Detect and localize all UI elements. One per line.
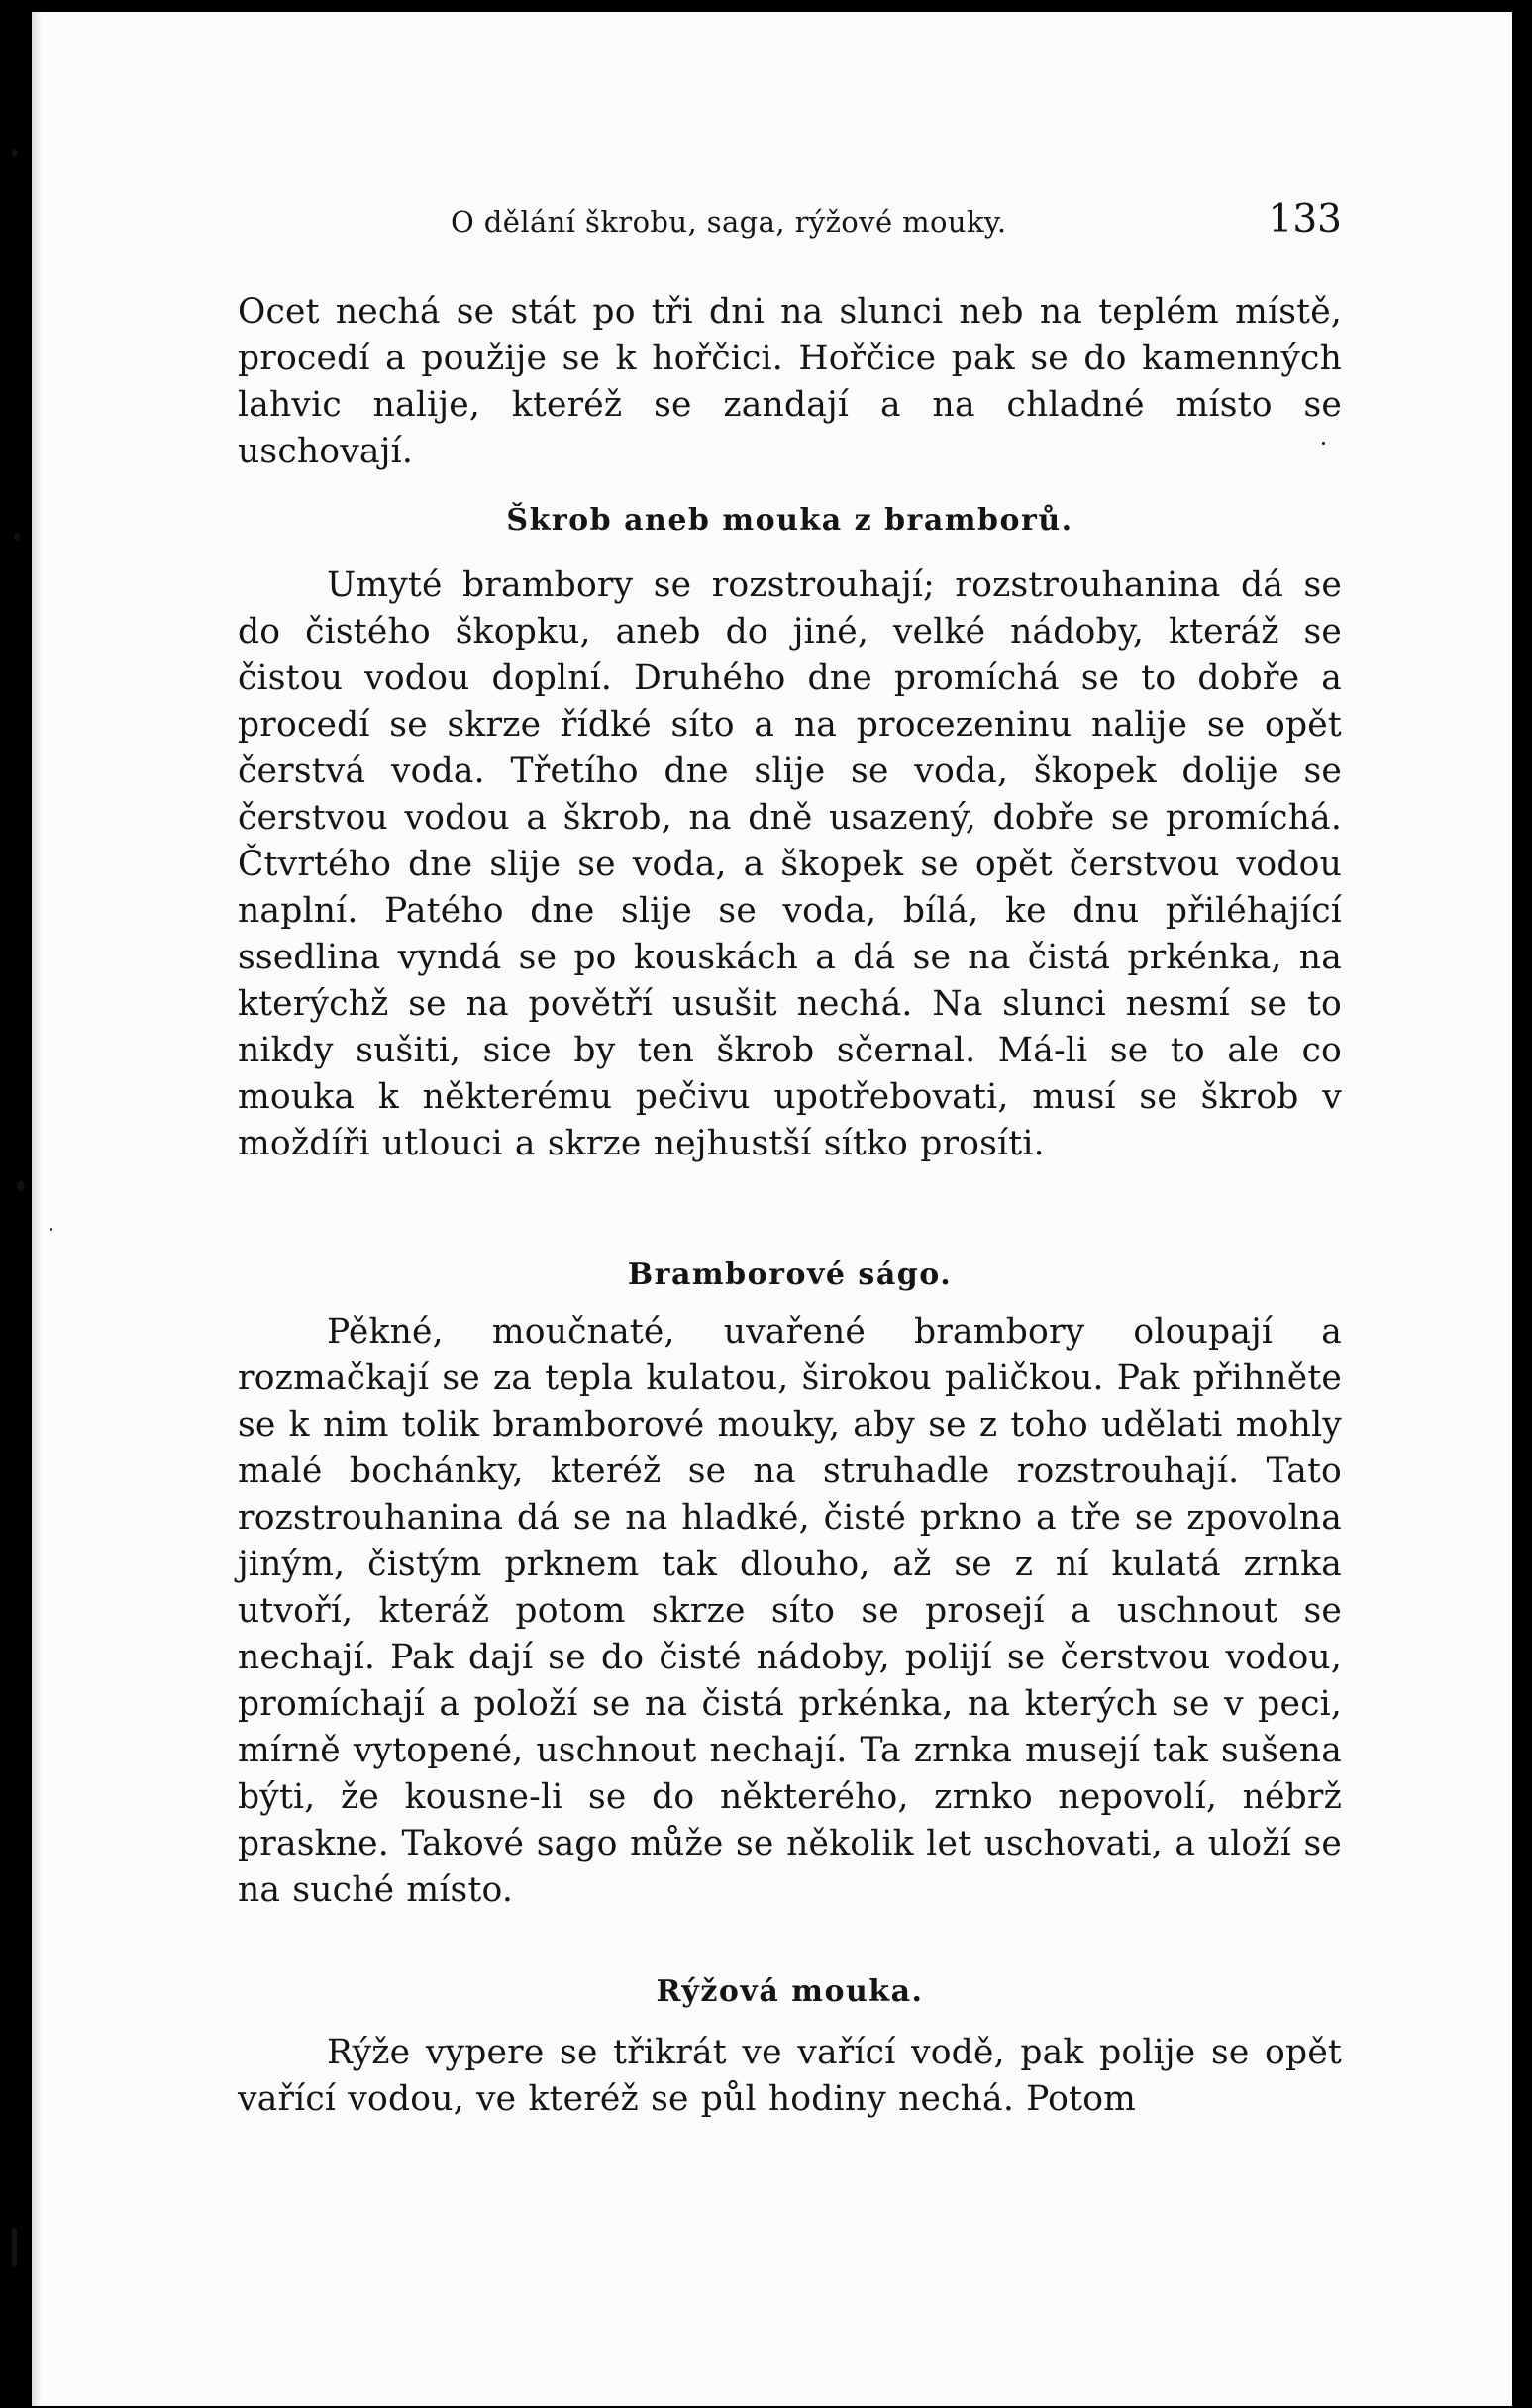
section-rice-heading: [238, 1972, 1342, 2012]
section-starch-body: [238, 562, 1342, 1167]
heading-rice: Rýžová mouka.: [656, 1974, 924, 2009]
running-title: O dělání škrobu, saga, rýžové mouky.: [451, 205, 1007, 239]
page-number: 133: [1268, 197, 1342, 242]
section-sago-heading: [238, 1255, 1342, 1295]
speck: [17, 1181, 25, 1191]
paragraph-vinegar: Ocet nechá se stát po tři dni na slunci neb na teplém místě, procedí a použije se k hořčici. Hořčice pak se do kamenných lahvic nalije, kteréž se zandají a na chladné místo se uschovají.: [238, 292, 1342, 471]
speck: [50, 1228, 52, 1231]
paragraph-starch: Umyté brambory se rozstrouhají; rozstrouhanina dá se do čistého škopku, aneb do jiné, velké nádoby, kteráž se čistou vodou doplní. Druhého dne promíchá se to dobře a procedí se skrze řídké síto a na procezeninu nalije se opět čerstvá voda. Třetího dne slije se voda, škopek dolije se čerstvou vodou a škrob, na dně usazený, dobře se promíchá. Čtvrtého dne slije se voda, a škopek se opět čerstvou vodou naplní. Patého dne slije se voda, bílá, ke dnu přiléhající ssedlina vyndá se po kouskách a dá se na čistá prkénka, na kterýchž se na povětří usušit nechá. Na slunci nesmí se to nikdy sušiti, sice by ten škrob sčernal. Má-li se to ale co mouka k některému pečivu upotřebovati, musí se škrob v moždíři utlouci a skrze nejhustší sítko prosíti.: [238, 565, 1342, 1163]
section-starch-heading: [238, 501, 1342, 541]
heading-starch: Škrob aneb mouka z bramborů.: [506, 503, 1073, 538]
heading-sago: Bramborové ságo.: [627, 1257, 953, 1292]
paragraph-sago: Pěkné, moučnaté, uvařené brambory oloupají a rozmačkají se za tepla kulatou, širokou paličkou. Pak přihněte se k nim tolik bramborové mouky, aby se z toho udělati mohly malé bochánky, kteréž se na struhadle rozstrouhají. Tato rozstrouhanina dá se na hladké, čisté prkno a tře se zpovolna jiným, čistým prknem tak dlouho, až se z ní kulatá zrnka utvoří, kteráž potom skrze síto se prosejí a uschnout se nechají. Pak dají se do čisté nádoby, polijí se čerstvou vodou, promíchají a položí se na čistá prkénka, na kterých se v peci, mírně vytopené, uschnout nechají. Ta zrnka musejí tak sušena býti, že kousne-li se do některého, zrnko nepovolí, nébrž praskne. Takové sago může se několik let uschovati, a uloží se na suché místo.: [238, 1312, 1342, 1910]
paragraph-rice: Rýže vypere se třikrát ve vařící vodě, pak polije se opět vařící vodou, ve kteréž se půl hodiny nechá. Potom: [238, 2033, 1342, 2119]
speck: [12, 2228, 17, 2267]
section-sago-body: [238, 1309, 1342, 1914]
body-vinegar: [238, 289, 1342, 475]
running-header: [238, 193, 1342, 252]
speck: [12, 149, 18, 157]
section-rice-body: [238, 2030, 1342, 2123]
speck: [14, 533, 20, 541]
page-edge-shadow: [32, 12, 42, 2406]
